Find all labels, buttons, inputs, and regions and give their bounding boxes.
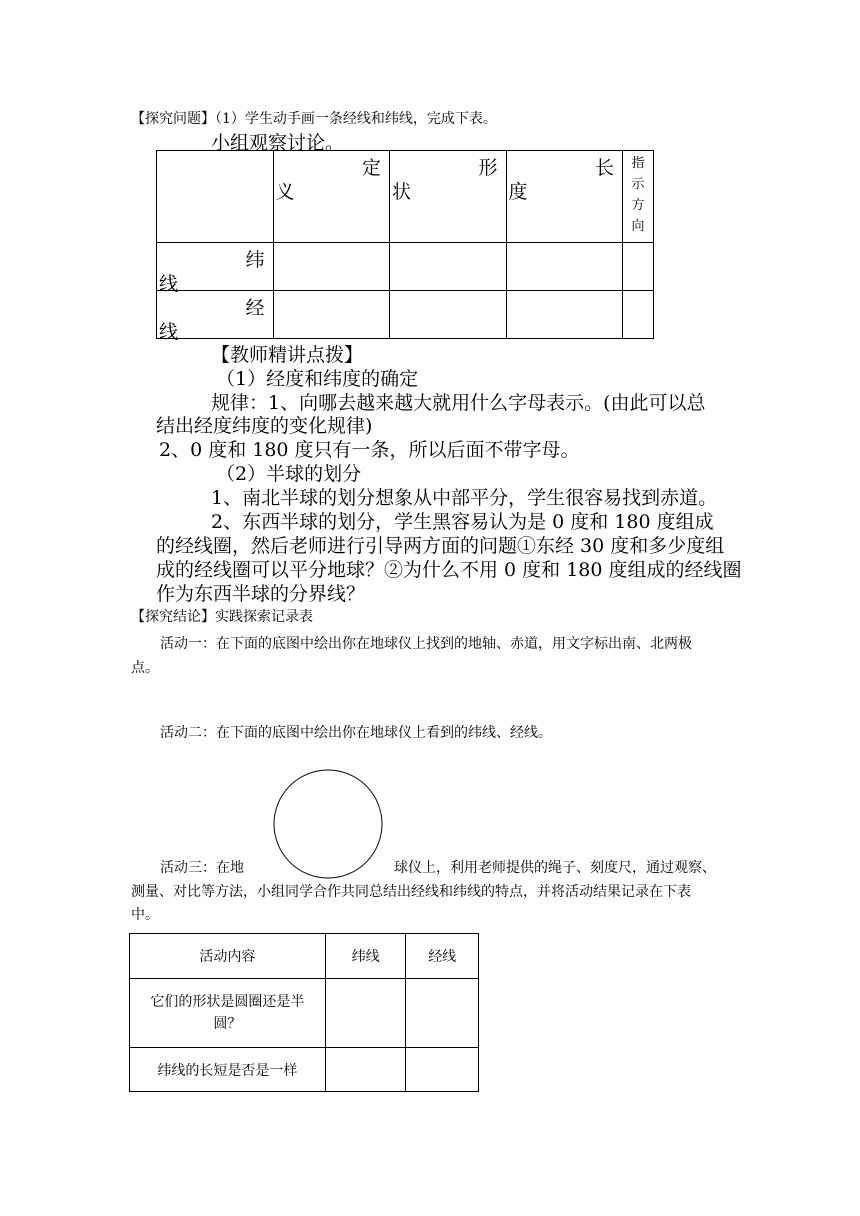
table1-cell bbox=[273, 291, 390, 339]
group-discussion-line: 小组观察讨论。 bbox=[211, 132, 345, 154]
teacher-heading: 【教师精讲点拨】 bbox=[211, 344, 364, 366]
rule2-line: 2、0 度和 180 度只有一条，所以后面不带字母。 bbox=[159, 439, 580, 461]
table1-header-shape: 形 状 bbox=[390, 151, 507, 243]
activity1-line1: 活动一：在下面的底图中绘出你在地球仪上找到的地轴、赤道，用文字标出南、北两极 bbox=[160, 636, 692, 652]
latitude-longitude-table bbox=[156, 150, 654, 343]
table1-header-definition: 定 义 bbox=[273, 151, 390, 243]
conclusion-title: 实践探索记录表 bbox=[215, 609, 313, 625]
activity3-rest: 球仪上，利用老师提供的绳子、刻度尺，通过观察、 bbox=[394, 860, 716, 876]
teacher-point2-title: （2）半球的划分 bbox=[216, 463, 362, 485]
table1-row-longitude: 经 线 bbox=[157, 291, 274, 339]
activity3-line3: 中。 bbox=[131, 907, 159, 923]
table1-cell bbox=[390, 291, 507, 339]
activity-record-table bbox=[129, 933, 479, 1092]
table2-cell bbox=[325, 979, 406, 1048]
table2-header-latitude: 纬线 bbox=[325, 934, 406, 979]
table2-row2-label: 纬线的长短是否是一样 bbox=[130, 1048, 326, 1092]
activity3-start: 活动三：在地 bbox=[160, 860, 244, 876]
table1-cell bbox=[506, 243, 623, 291]
inquiry-text: （1）学生动手画一条经线和纬线，完成下表。 bbox=[215, 111, 497, 127]
table2-header-content: 活动内容 bbox=[130, 934, 326, 979]
inquiry-intro bbox=[131, 108, 497, 128]
hemisphere-item1: 1、南北半球的划分想象从中部平分，学生很容易找到赤道。 bbox=[211, 487, 718, 509]
table1-cell bbox=[623, 291, 654, 339]
inquiry-heading: 【探究问题】 bbox=[131, 111, 215, 127]
activity3-line2: 测量、对比等方法，小组同学合作共同总结出经线和纬线的特点，并将活动结果记录在下表 bbox=[131, 884, 691, 900]
hemisphere-item2-line1: 2、东西半球的划分，学生黑容易认为是 0 度和 180 度组成 bbox=[211, 511, 714, 533]
table1-corner-cell bbox=[157, 151, 274, 243]
table2-header-longitude: 经线 bbox=[406, 934, 479, 979]
hemisphere-item2-line3: 成的经线圈可以平分地球？②为什么不用 0 度和 180 度组成的经线圈 bbox=[156, 559, 742, 581]
table1-row-latitude: 纬 线 bbox=[157, 243, 274, 291]
table1-cell bbox=[623, 243, 654, 291]
hemisphere-item2-line2: 的经线圈，然后老师进行引导两方面的问题①东经 30 度和多少度组 bbox=[156, 535, 725, 557]
conclusion-heading: 【探究结论】 bbox=[131, 609, 215, 625]
table1-header-length: 长 度 bbox=[506, 151, 623, 243]
table2-cell bbox=[406, 979, 479, 1048]
rule-line1: 规律：1、向哪去越来越大就用什么字母表示。(由此可以总 bbox=[211, 392, 706, 414]
teacher-point1-title: （1）经度和纬度的确定 bbox=[216, 368, 419, 390]
table1-cell bbox=[506, 291, 623, 339]
hemisphere-item2-line4: 作为东西半球的分界线？ bbox=[156, 583, 366, 605]
table2-cell bbox=[406, 1048, 479, 1092]
table2-cell bbox=[325, 1048, 406, 1092]
table1-cell bbox=[273, 243, 390, 291]
conclusion-line bbox=[131, 606, 313, 626]
globe-circle bbox=[272, 768, 384, 880]
activity2-line: 活动二：在下面的底图中绘出你在地球仪上看到的纬线、经线。 bbox=[160, 725, 552, 741]
activity1-line2: 点。 bbox=[131, 660, 159, 676]
table2-row1-label: 它们的形状是圆圈还是半 圆？ bbox=[130, 979, 326, 1048]
table1-header-direction: 指 示 方 向 bbox=[623, 151, 654, 243]
table1-cell bbox=[390, 243, 507, 291]
rule-line2: 结出经度纬度的变化规律) bbox=[156, 415, 373, 437]
